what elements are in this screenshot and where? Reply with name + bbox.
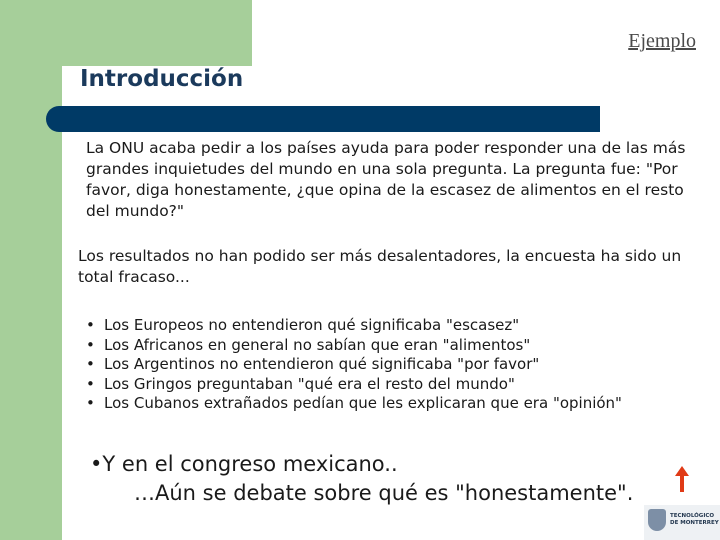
list-item (86, 316, 622, 336)
bullet-text: Los Africanos en general no sabían que eran "alimentos" (104, 335, 531, 354)
closing-line-2: …Aún se debate sobre qué es "honestamente". (134, 481, 634, 505)
list-item (86, 394, 622, 414)
bullet-icon: • (86, 374, 95, 393)
logo-text (670, 513, 720, 527)
list-item (86, 336, 622, 356)
closing-text-1: Y en el congreso mexicano.. (102, 452, 398, 476)
up-arrow-icon[interactable] (674, 466, 690, 492)
bullet-icon: • (86, 335, 95, 354)
logo-line-1: TECNOLÓGICO (670, 513, 715, 519)
title-underline-bar (46, 106, 600, 132)
bullet-icon: • (86, 394, 95, 412)
list-item (86, 355, 622, 375)
ejemplo-link[interactable]: Ejemplo (628, 30, 696, 52)
left-green-band (0, 0, 62, 540)
bullet-text: Los Europeos no entendieron qué significaba "escasez" (104, 316, 520, 334)
bullet-text: Los Cubanos extrañados pedían que les explicaran que era "opinión" (104, 394, 622, 412)
slide-title: Introducción (80, 66, 244, 92)
intro-paragraph: La ONU acaba pedir a los países ayuda para poder responder una de las más grandes inquietudes del mundo en una sola pregunta. La pregunta fue: "Por favor, diga honestamente, ¿que opina de la escasez de alimentos en el resto del mundo?" (86, 139, 686, 220)
seal-icon (648, 509, 666, 531)
bullet-icon: • (86, 316, 95, 334)
list-item (86, 375, 622, 395)
logo-line-2: DE MONTERREY (670, 520, 719, 526)
bullet-list (86, 316, 622, 414)
bullet-icon: • (86, 355, 95, 373)
tec-monterrey-logo (644, 505, 720, 540)
results-paragraph: Los resultados no han podido ser más desalentadores, la encuesta ha sido un total fracaso... (78, 247, 682, 286)
bullet-text: Los Gringos preguntaban "qué era el resto del mundo" (104, 374, 515, 393)
closing-line-1 (90, 450, 633, 479)
bullet-icon: • (90, 452, 103, 476)
bullet-text: Los Argentinos no entendieron qué significaba "por favor" (104, 355, 540, 373)
closing-statement (90, 450, 633, 508)
top-green-block (0, 0, 252, 66)
